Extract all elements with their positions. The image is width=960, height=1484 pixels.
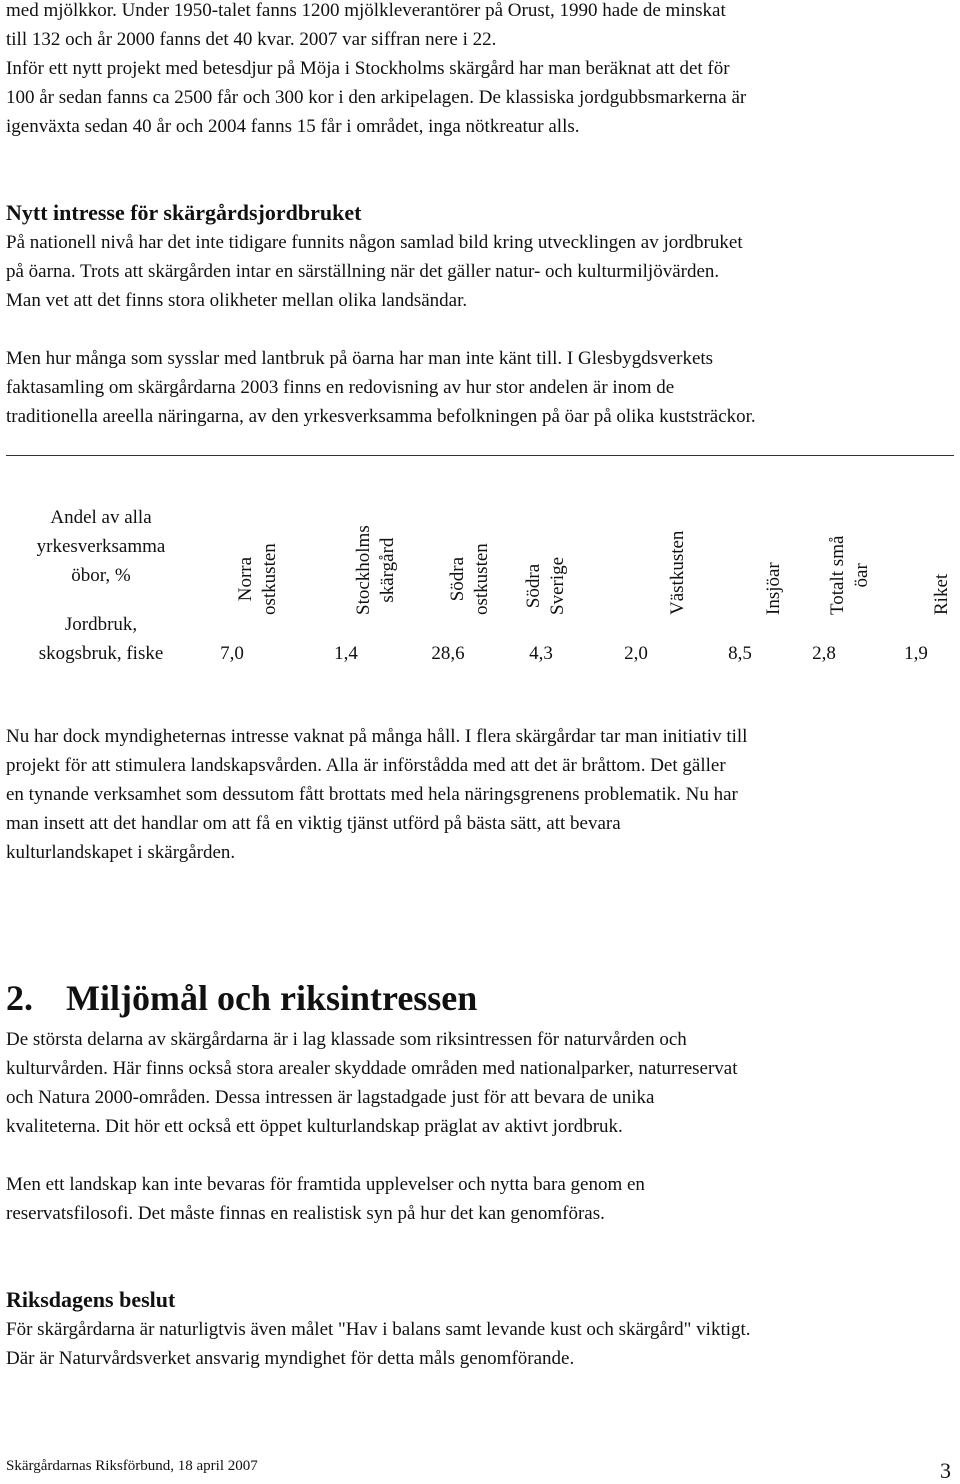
table-cell: 4,3 [529, 643, 553, 664]
chapter-title: Miljömål och riksintressen [66, 978, 478, 1019]
column-header-line: ostkusten [259, 543, 280, 615]
column-header-line: Norra [235, 556, 256, 602]
header-label-line: Andel av alla [50, 507, 152, 528]
table-cell: 28,6 [431, 643, 465, 664]
column-header [522, 465, 582, 615]
text-line: Inför ett nytt projekt med betesdjur på Möja i Stockholms skärgård har man beräknat att det för [6, 58, 730, 79]
table-cell: 1,4 [334, 643, 358, 664]
section-environment-goals [6, 1025, 954, 1228]
table-top-rule [6, 455, 954, 456]
text-line: Man vet att det finns stora olikheter mellan olika landsändar. [6, 290, 468, 311]
text-line: kvaliteterna. Dit hör ett också ett öppet kulturlandskap präglat av aktivt jordbruk. [6, 1116, 623, 1137]
text-line: man insett att det handlar om att få en viktig tjänst utförd på bästa sätt, att bevara [6, 813, 621, 834]
table-header-label [6, 503, 196, 590]
row-label-line: skogsbruk, fiske [38, 643, 164, 664]
text-line: Men hur många som sysslar med lantbruk på öarna har man inte känt till. I Glesbygdsverkets [6, 348, 714, 369]
text-line: kulturvården. Här finns också stora arealer skyddade områden med nationalparker, naturreservat [6, 1058, 738, 1079]
page-number: 3 [940, 1458, 951, 1483]
column-header-line: öar [851, 563, 872, 588]
column-header-line: Sverige [547, 556, 568, 615]
column-header [666, 465, 726, 615]
row-label-line: Jordbruk, [64, 614, 138, 635]
column-header [930, 465, 960, 615]
header-label-line: öbor, % [71, 565, 131, 586]
text-line: med mjölkkor. Under 1950-talet fanns 1200 mjölkleverantörer på Orust, 1990 hade de minskat [6, 0, 726, 21]
text-line: På nationell nivå har det inte tidigare funnits någon samlad bild kring utvecklingen av jordbruket [6, 232, 743, 253]
text-line: en tynande verksamhet som dessutom fått brottats med hela näringsgrenens problematik. Nu har [6, 784, 738, 805]
section-new-interest [6, 198, 954, 431]
chapter-heading [6, 974, 477, 1022]
column-header-line: ostkusten [471, 543, 492, 615]
text-line: faktasamling om skärgårdarna 2003 finns en redovisning av hur stor andelen är inom de [6, 377, 675, 398]
section-parliament-decision [6, 1285, 954, 1373]
section-authorities [6, 722, 954, 867]
text-line: För skärgårdarna är naturligtvis även målet "Hav i balans samt levande kust och skärgård" viktigt. [6, 1319, 751, 1340]
text-line: Men ett landskap kan inte bevaras för framtida upplevelser och nytta bara genom en [6, 1174, 645, 1195]
column-header-line: Södra [523, 563, 544, 609]
table-cell: 7,0 [220, 643, 244, 664]
table-cell: 2,0 [624, 643, 648, 664]
column-header-line: Västkusten [667, 530, 688, 615]
text-line: 100 år sedan fanns ca 2500 får och 300 kor i den arkipelagen. De klassiska jordgubbsmarkerna är [6, 87, 747, 108]
text-line: på öarna. Trots att skärgården intar en särställning när det gäller natur- och kulturmiljövärden. [6, 261, 720, 282]
section-heading: Nytt intresse för skärgårdsjordbruket [6, 200, 362, 225]
header-label-line: yrkesverksamma [36, 536, 166, 557]
table-cell: 2,8 [812, 643, 836, 664]
text-line: till 132 och år 2000 fanns det 40 kvar. 2007 var siffran nere i 22. [6, 29, 497, 50]
text-line: De största delarna av skärgårdarna är i lag klassade som riksintressen för naturvården och [6, 1029, 687, 1050]
chapter-number: 2. [6, 978, 33, 1019]
column-header [234, 465, 294, 615]
text-line: och Natura 2000-områden. Dessa intressen är lagstadgade just för att bevara de unika [6, 1087, 655, 1108]
table-cell: 1,9 [904, 643, 928, 664]
text-line: kulturlandskapet i skärgården. [6, 842, 236, 863]
intro-paragraph [6, 0, 951, 141]
column-header-line: skärgård [377, 537, 398, 603]
table-row-label [6, 610, 196, 668]
table-cell: 8,5 [728, 643, 752, 664]
column-header [446, 465, 506, 615]
column-header-line: Riket [931, 573, 952, 615]
text-line: projekt för att stimulera landskapsvården. Alla är införstådda med att det är bråttom. Det gäller [6, 755, 726, 776]
column-header [762, 465, 822, 615]
section-heading: Riksdagens beslut [6, 1287, 176, 1312]
column-header [352, 465, 412, 615]
column-header [826, 465, 886, 615]
text-line: traditionella areella näringarna, av den yrkesverksamma befolkningen på öar på olika kuststräckor. [6, 406, 756, 427]
page-footer: Skärgårdarnas Riksförbund, 18 april 2007 [6, 1458, 258, 1474]
text-line: Där är Naturvårdsverket ansvarig myndighet för detta måls genomförande. [6, 1348, 575, 1369]
column-header-line: Totalt små [827, 535, 848, 615]
text-line: Nu har dock myndigheternas intresse vaknat på många håll. I flera skärgårdar tar man initiativ till [6, 726, 748, 747]
column-header-line: Södra [447, 556, 468, 602]
column-header-line: Insjöar [763, 562, 784, 615]
text-line: igenväxta sedan 40 år och 2004 fanns 15 får i området, inga nötkreatur alls. [6, 116, 580, 137]
column-header-line: Stockholms [353, 525, 374, 615]
text-line: reservatsfilosofi. Det måste finnas en realistisk syn på hur det kan genomföras. [6, 1203, 605, 1224]
